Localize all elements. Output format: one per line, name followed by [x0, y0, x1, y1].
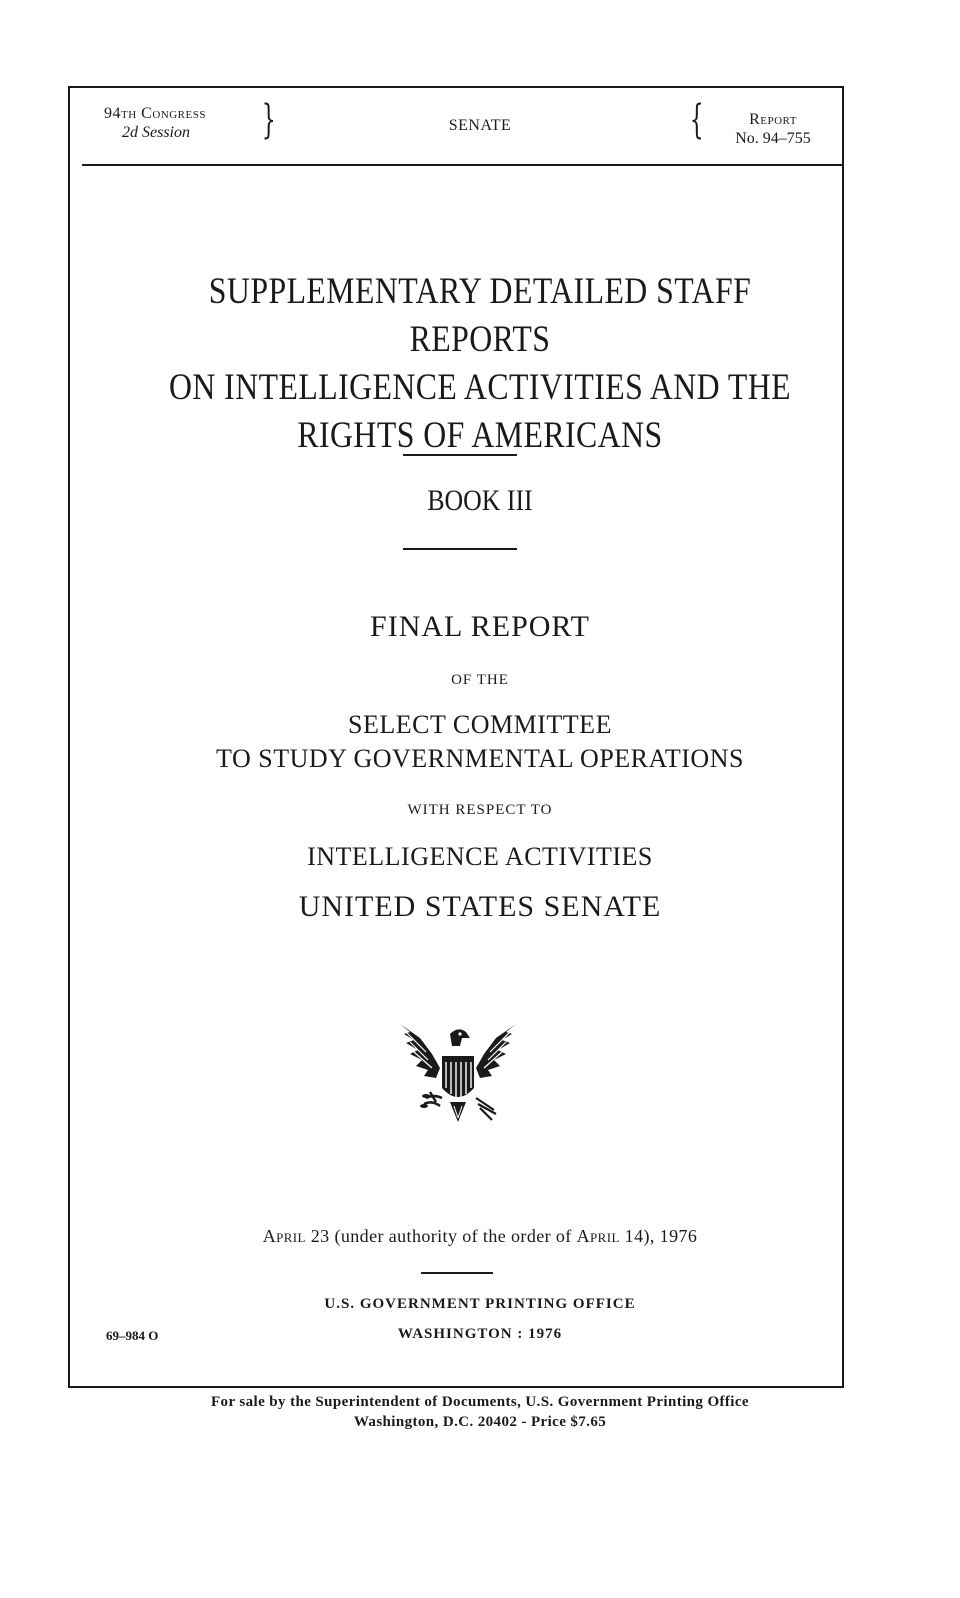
intelligence-activities-text: INTELLIGENCE ACTIVITIES	[307, 842, 653, 871]
congress-label: 94th Congress	[104, 105, 206, 122]
session-label: 2d Session	[122, 124, 190, 141]
date-text: 14), 1976	[619, 1226, 698, 1246]
report-label: Report	[749, 111, 797, 128]
report-number: No. 94–755	[735, 130, 811, 147]
book-label: BOOK III	[427, 484, 533, 517]
job-number: 69–984 O	[106, 1328, 159, 1343]
document-title	[136, 268, 824, 460]
header-divider	[82, 164, 842, 166]
us-senate-text: UNITED STATES SENATE	[298, 890, 662, 923]
printing-office: U.S. GOVERNMENT PRINTING OFFICE	[324, 1296, 636, 1312]
title-line: RIGHTS OF AMERICANS	[297, 415, 663, 456]
date-line	[0, 1226, 960, 1247]
title-line: SUPPLEMENTARY DETAILED STAFF REPORTS	[208, 271, 752, 360]
date-month: April	[262, 1226, 306, 1246]
select-committee-text: SELECT COMMITTEE	[348, 710, 612, 739]
final-report-heading: FINAL REPORT	[370, 610, 590, 643]
date-month: April	[576, 1226, 620, 1246]
with-respect-text: WITH RESPECT TO	[407, 802, 553, 818]
divider-rule	[403, 454, 517, 456]
left-brace-glyph: {	[689, 97, 704, 143]
report-number-block	[718, 110, 828, 148]
divider-rule	[403, 548, 517, 550]
printing-city-year: WASHINGTON : 1976	[397, 1326, 563, 1342]
to-study-text: TO STUDY GOVERNMENTAL OPERATIONS	[216, 744, 744, 773]
sale-notice-line: For sale by the Superintendent of Documents, U.S. Government Printing Office	[210, 1394, 749, 1410]
chamber-label: SENATE	[448, 117, 512, 134]
of-the-text: OF THE	[451, 672, 509, 688]
date-text: 23 (under authority of the order of	[305, 1226, 577, 1246]
sale-notice-line: Washington, D.C. 20402 - Price $7.65	[353, 1414, 607, 1430]
title-line: ON INTELLIGENCE ACTIVITIES AND THE	[168, 367, 792, 408]
divider-rule	[421, 1272, 493, 1274]
eagle-seal-icon	[396, 1018, 520, 1130]
right-brace-glyph: }	[261, 97, 276, 143]
